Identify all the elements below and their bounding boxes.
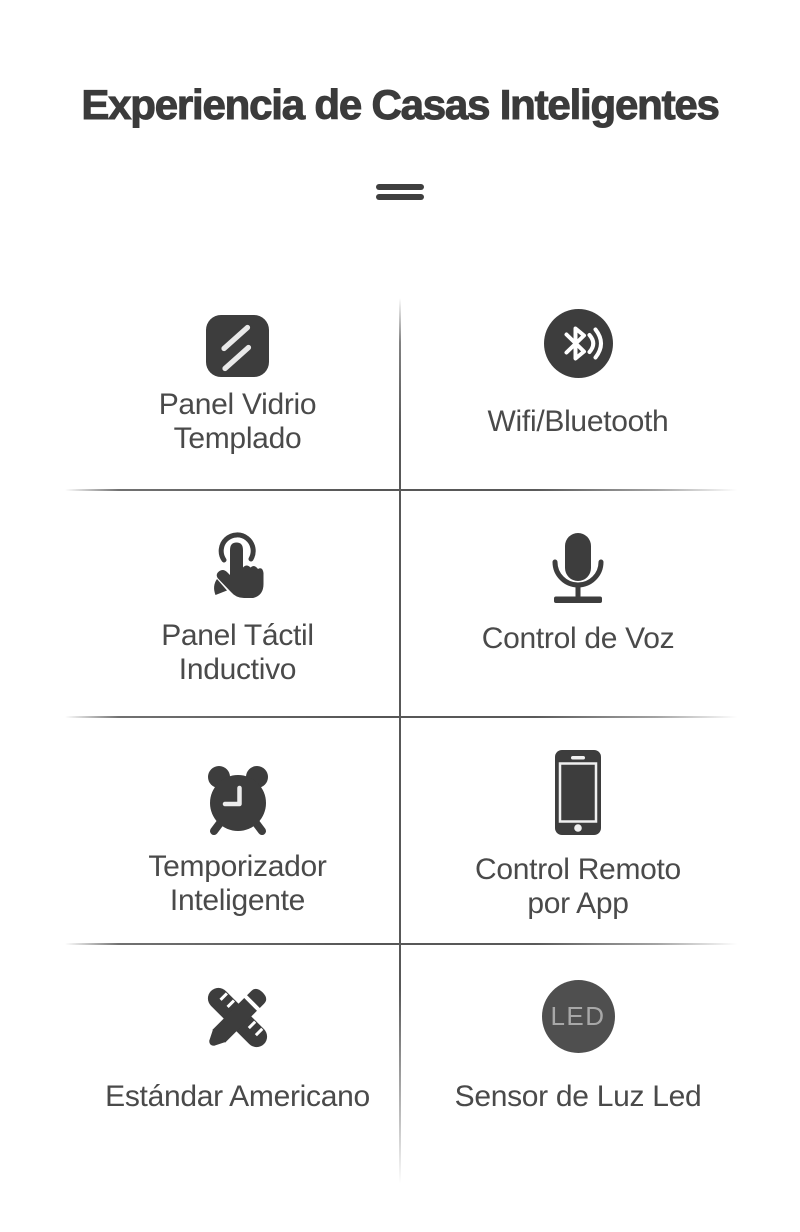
feature-wifi-bluetooth: [400, 295, 756, 439]
feature-label: Panel Vidrio Templado: [158, 388, 317, 455]
page-title: Experiencia de Casas Inteligentes: [81, 81, 719, 128]
alarm-clock-icon: [206, 764, 270, 835]
microphone-icon: [552, 532, 604, 606]
led-label: LED: [550, 1001, 606, 1031]
feature-label: Estándar Americano: [105, 1080, 370, 1113]
feature-grid: [0, 295, 800, 1195]
feature-label: Wifi/Bluetooth: [487, 405, 669, 438]
led-circle-icon: [542, 980, 615, 1053]
feature-label: Temporizador Inteligente: [148, 850, 327, 917]
bluetooth-signal-icon: [544, 309, 613, 378]
touch-gesture-icon: [207, 529, 269, 601]
feature-american-standard: [75, 944, 400, 1114]
feature-label: Sensor de Luz Led: [454, 1080, 702, 1113]
feature-led-sensor: [400, 944, 756, 1114]
glass-panel-icon: [206, 315, 269, 377]
feature-glass-panel: [75, 295, 400, 456]
feature-label: Panel Táctil Inductivo: [161, 619, 314, 686]
feature-smart-timer: [75, 717, 400, 918]
equals-divider-icon: [376, 184, 424, 200]
feature-touch-panel: [75, 491, 400, 687]
feature-app-remote: [400, 717, 756, 921]
pencil-ruler-icon: [199, 979, 276, 1056]
feature-label: Control Remoto por App: [475, 853, 681, 920]
feature-label: Control de Voz: [481, 622, 675, 655]
smartphone-icon: [555, 750, 601, 835]
feature-voice-control: [400, 491, 756, 656]
